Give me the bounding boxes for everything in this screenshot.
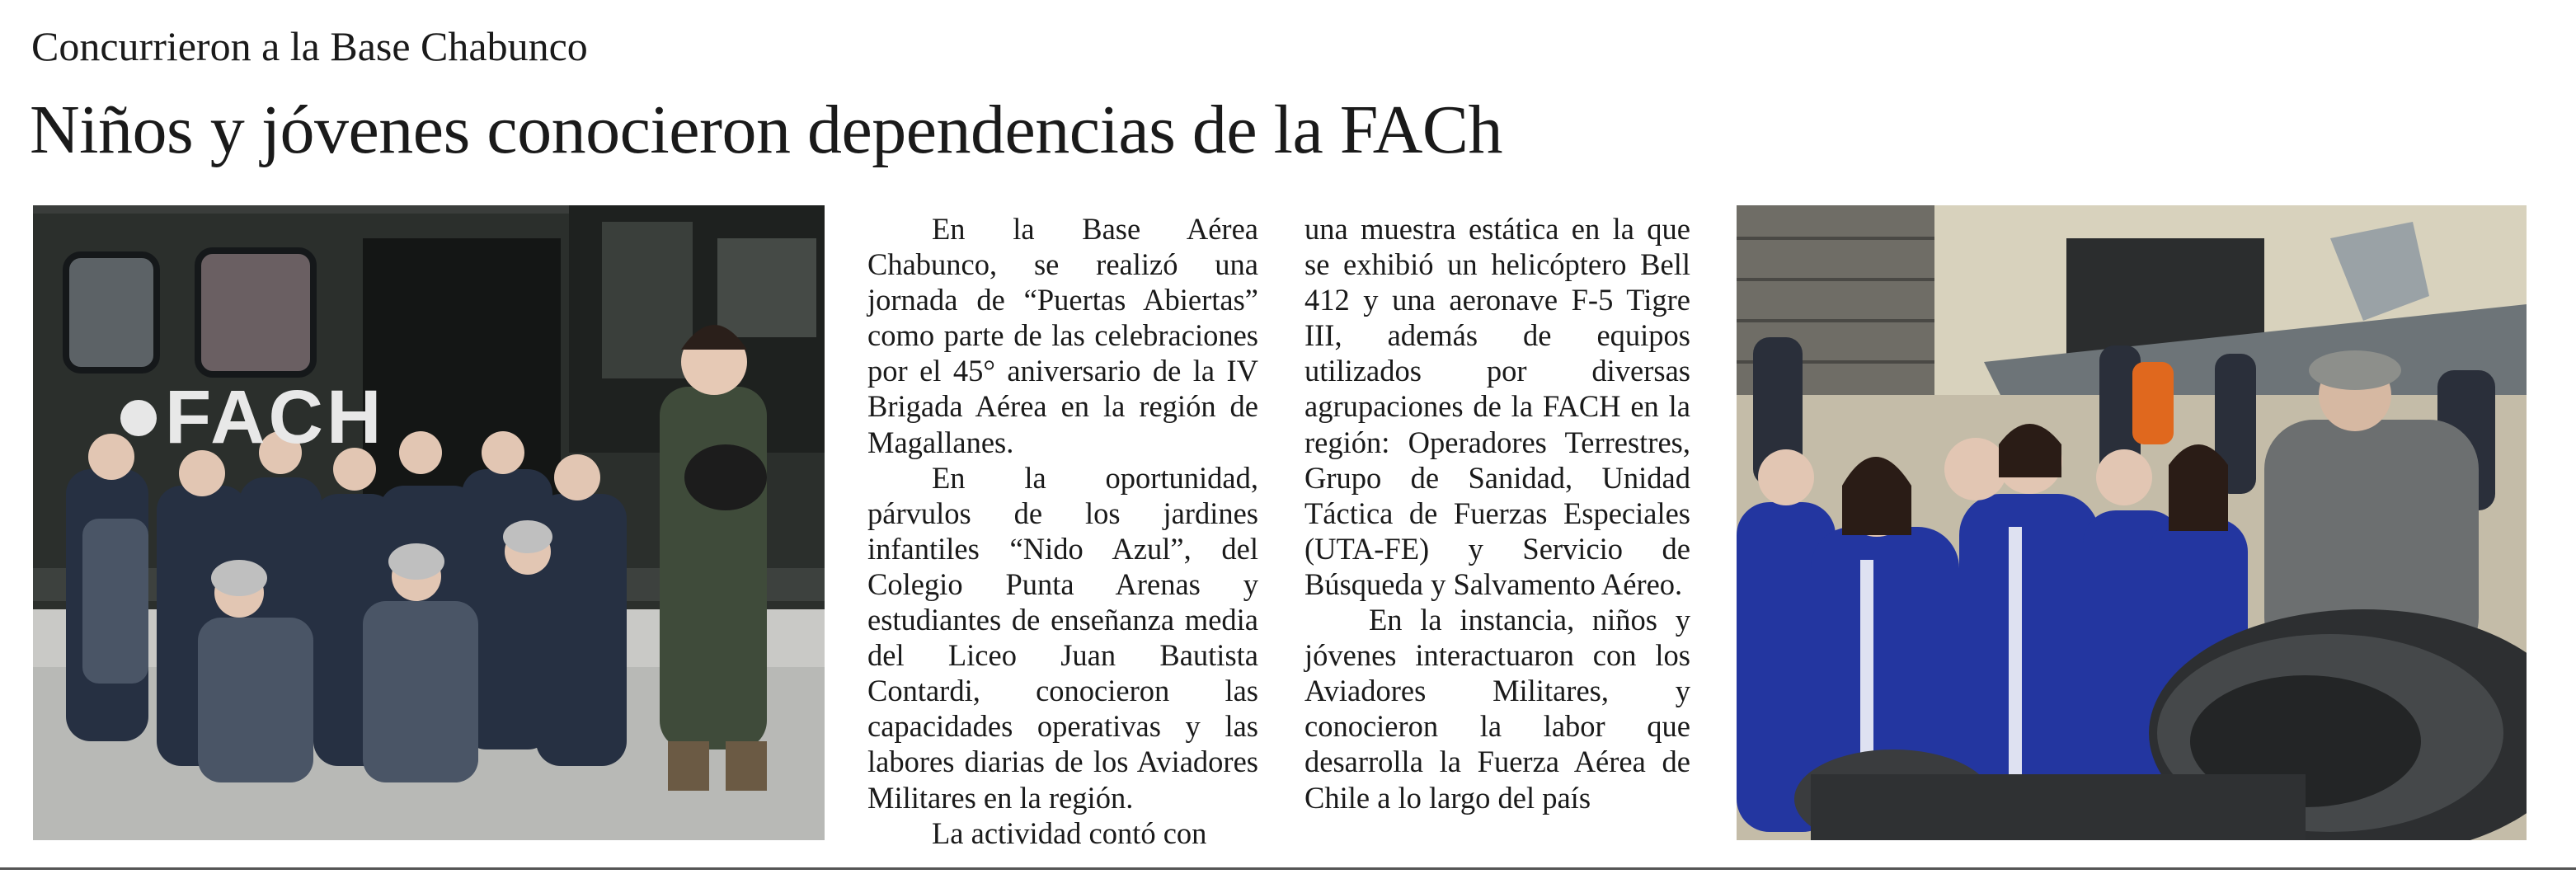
body-paragraph-continued: una muestra estática en la que se exhibió un helicóptero Bell 412 y una aeronave F-5 Tigre III, además de equipos utilizados por diversas agrupaciones de la FACH en la región: Operadores Terrestres, Grupo de Sanidad, Unidad Táctica de Fuerzas Especiales (UTA-FE) y Servicio de Búsqueda y Salvamento Aéreo. — [1304, 212, 1690, 601]
article-headline: Niños y jóvenes conocieron dependencias de la FACh — [30, 92, 1502, 168]
photo-students-hangar — [1737, 205, 2527, 840]
body-paragraph: La actividad contó con — [932, 815, 1207, 850]
body-paragraph: En la oportunidad, párvulos de los jardines infantiles “Nido Azul”, del Colegio Punta Arenas y estudiantes de enseñanza media del Liceo Juan Bautista Contardi, conocieron las capacidades operativas y las labores diarias de los Aviadores Militares en la región. — [867, 460, 1258, 815]
helicopter-fach-marking: FACH — [165, 375, 385, 459]
bottom-rule — [0, 867, 2576, 870]
body-paragraph: En la instancia, niños y jóvenes interactuaron con los Aviadores Militares, y conocieron la labor que desarrolla la Fuerza Aérea de Chile a lo largo del país — [1304, 603, 1690, 815]
article-kicker: Concurrieron a la Base Chabunco — [31, 23, 588, 69]
body-paragraph: En la Base Aérea Chabunco, se realizó una jornada de “Puertas Abiertas” como parte de las celebraciones por el 45° aniversario de la IV Brigada Aérea en la región de Magallanes. — [867, 212, 1258, 459]
article-column-1 — [867, 211, 1258, 851]
article-column-2 — [1304, 211, 1690, 815]
photo-children-helicopter — [33, 205, 825, 840]
